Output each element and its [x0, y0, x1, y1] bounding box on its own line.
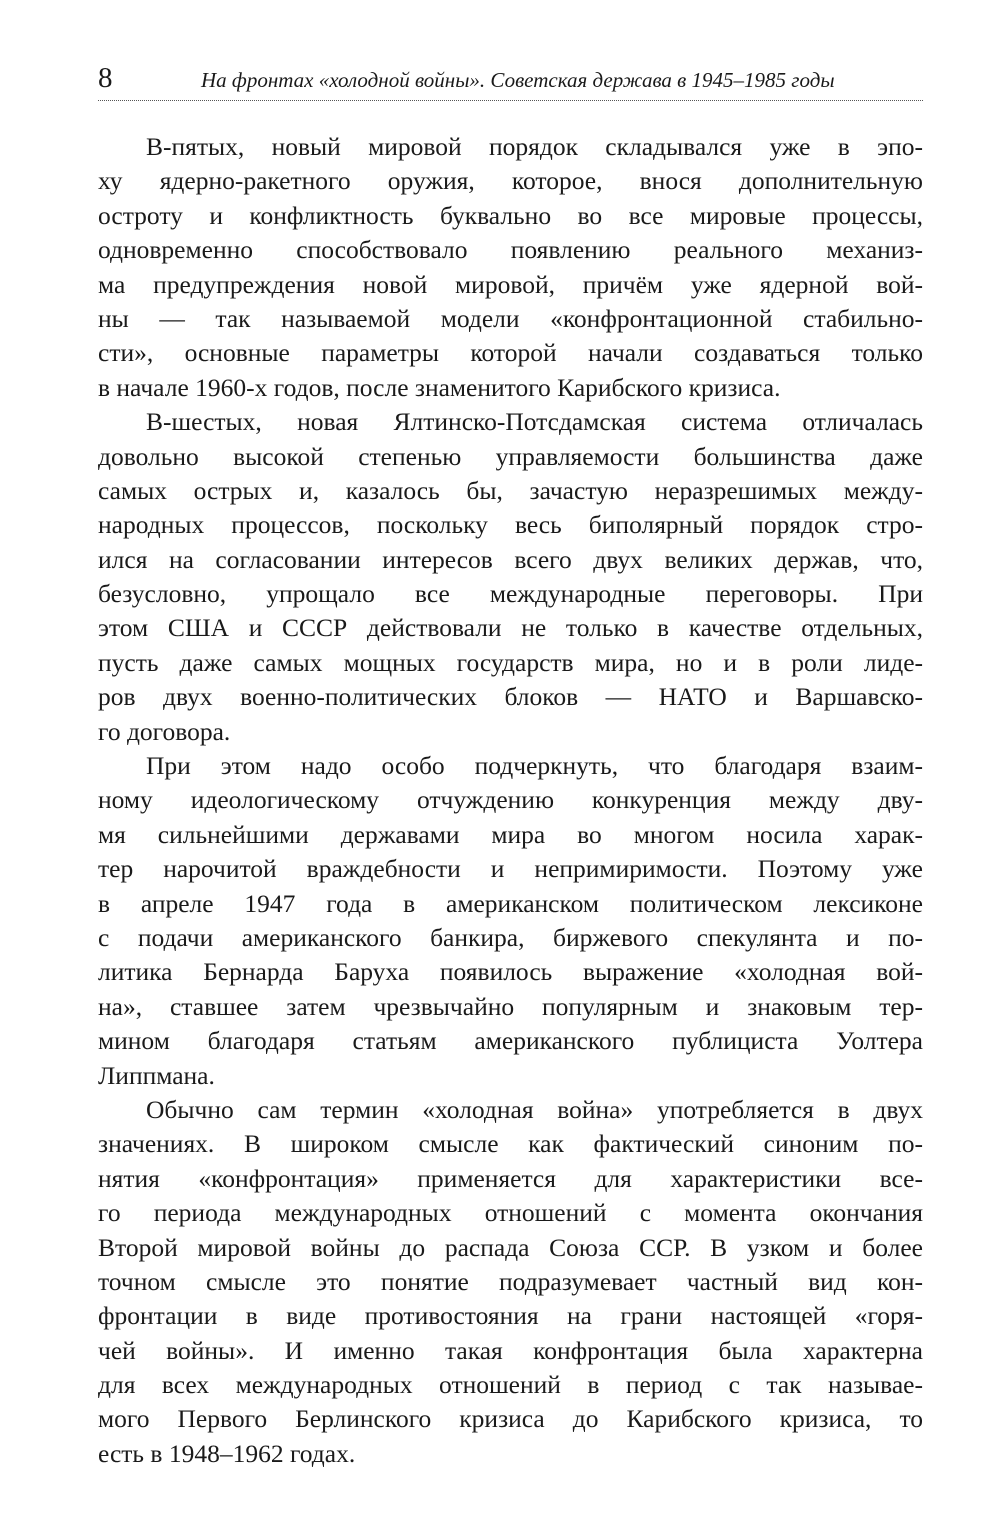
text-line: этом США и СССР действовали не только в качестве отдельных, [98, 613, 923, 643]
text-line: В-шестых, новая Ялтинско-Потсдамская система отличалась [146, 407, 923, 437]
text-line: ному идеологическому отчуждению конкуренция между дву- [98, 785, 923, 815]
text-line: ху ядерно-ракетного оружия, которое, внося дополнительную [98, 166, 923, 196]
text-line: народных процессов, поскольку весь биполярный порядок стро- [98, 510, 923, 540]
text-line: мя сильнейшими державами мира во многом носила харак- [98, 819, 923, 849]
text-line: ны — так называемой модели «конфронтационной стабильно- [98, 303, 923, 333]
text-line: есть в 1948–1962 годах. [98, 1438, 356, 1468]
body-text [98, 130, 923, 1471]
text-line: точном смысле это понятие подразумевает частный вид кон- [98, 1266, 923, 1296]
text-line: самых острых и, казалось бы, зачастую неразрешимых между- [98, 475, 923, 505]
paragraph [98, 130, 923, 405]
text-line: в начале 1960-х годов, после знаменитого Карибского кризиса. [98, 372, 781, 402]
text-line: довольно высокой степенью управляемости большинства даже [98, 441, 923, 471]
text-line: литика Бернарда Баруха появилось выражение «холодная вой- [98, 957, 923, 987]
text-line: для всех международных отношений в период с так называе- [98, 1370, 923, 1400]
text-line: Обычно сам термин «холодная война» употребляется в двух [146, 1094, 923, 1124]
text-line: При этом надо особо подчеркнуть, что благодаря взаим- [146, 751, 923, 781]
text-line: фронтации в виде противостояния на грани настоящей «горя- [98, 1301, 923, 1331]
text-line: ров двух военно-политических блоков — НАТО и Варшавско- [98, 682, 923, 712]
paragraph [98, 405, 923, 749]
running-header-title: На фронтах «холодной войны». Советская держава в 1945–1985 годы [201, 68, 835, 92]
text-line: мином благодаря статьям американского публициста Уолтера [98, 1026, 923, 1056]
text-line: безусловно, упрощало все международные переговоры. При [98, 579, 923, 609]
text-line: го договора. [98, 716, 231, 746]
paragraph [98, 1093, 923, 1471]
text-line: Второй мировой войны до распада Союза ССР. В узком и более [98, 1232, 923, 1262]
page-number: 8 [98, 62, 113, 94]
text-line: значениях. В широком смысле как фактический синоним по- [98, 1129, 923, 1159]
text-line: го периода международных отношений с момента окончания [98, 1198, 923, 1228]
text-line: сти», основные параметры которой начали создаваться только [98, 338, 923, 368]
text-line: пусть даже самых мощных государств мира, но и в роли лиде- [98, 647, 923, 677]
text-line: в апреле 1947 года в американском политическом лексиконе [98, 888, 923, 918]
paragraph [98, 749, 923, 1093]
text-line: ма предупреждения новой мировой, причём уже ядерной вой- [98, 269, 923, 299]
text-line: нятия «конфронтация» применяется для характеристики все- [98, 1163, 923, 1193]
text-line: Липпмана. [98, 1060, 215, 1090]
text-line: тер нарочитой враждебности и непримиримости. Поэтому уже [98, 854, 923, 884]
text-line: одновременно способствовало появлению реального механиз- [98, 235, 923, 265]
running-header [98, 60, 923, 101]
text-line: остроту и конфликтность буквально во все мировые процессы, [98, 200, 923, 230]
text-line: ился на согласовании интересов всего двух великих держав, что, [98, 544, 923, 574]
text-line: с подачи американского банкира, биржевого спекулянта и по- [98, 922, 923, 952]
text-line: чей войны». И именно такая конфронтация была характерна [98, 1335, 923, 1365]
text-line: В-пятых, новый мировой порядок складывался уже в эпо- [146, 132, 923, 161]
text-line: мого Первого Берлинского кризиса до Карибского кризиса, то [98, 1404, 923, 1434]
text-line: на», ставшее затем чрезвычайно популярным и знаковым тер- [98, 991, 923, 1021]
